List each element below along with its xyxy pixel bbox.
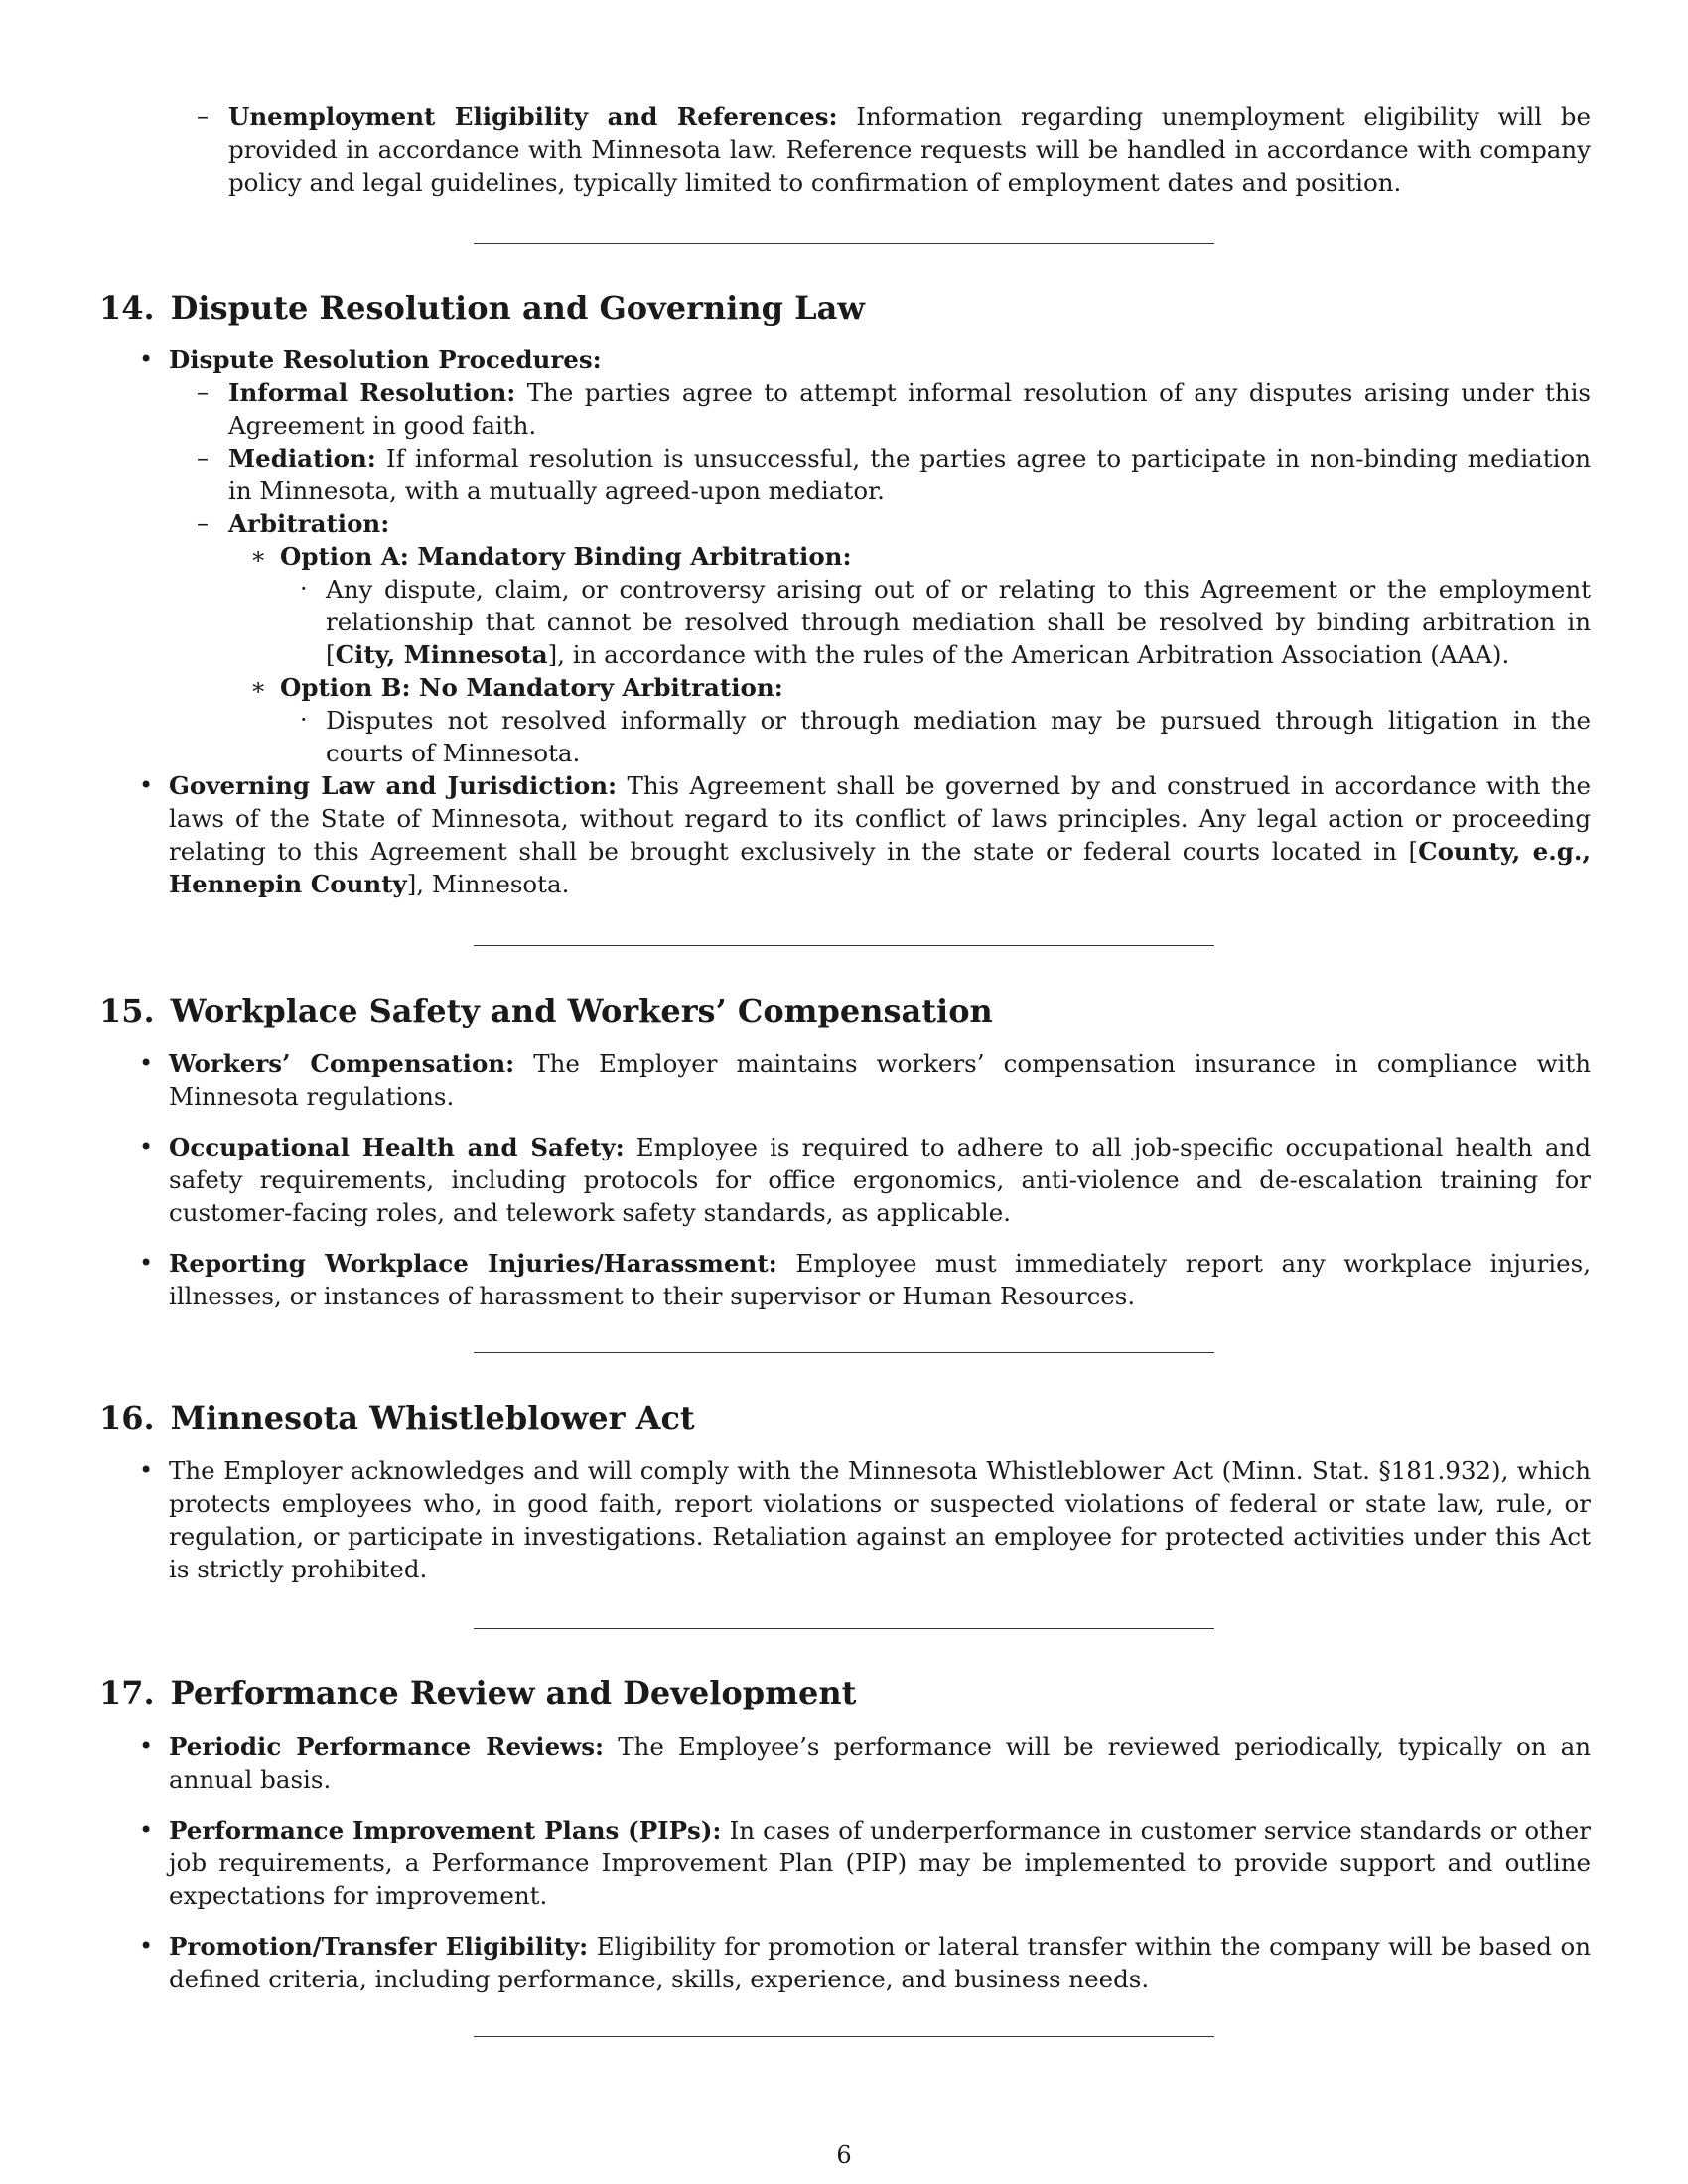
item-text: If informal resolution is unsuccessful, the parties agree to participate in non-binding mediation in Minnesota, with a mutually agreed-upon mediator. (228, 444, 1592, 505)
item-label: Performance Improvement Plans (PIPs): (169, 1816, 722, 1844)
dot-marker: · (300, 575, 308, 603)
section-divider (474, 1352, 1214, 1353)
bullet-marker: • (139, 1049, 154, 1077)
item-text: The parties agree to attempt informal resolution of any disputes arising under this Agreement in good faith. (228, 378, 1592, 440)
item-label: Mediation: (228, 444, 376, 473)
item-label: Workers’ Compensation: (169, 1049, 515, 1078)
section-divider (474, 1628, 1214, 1629)
promotion-transfer-item (169, 1930, 1591, 1995)
option-b-label: Option B: No Mandatory Arbitration: (280, 673, 783, 702)
reporting-injuries-item (169, 1247, 1591, 1312)
section-number: 17. (99, 1674, 155, 1711)
periodic-reviews-item (169, 1730, 1591, 1796)
item-text: In cases of underperformance in customer service standards or other job requirements, a Performance Improvement Plan (PIP) may be implemented to provide support and outline expectations for improvement. (169, 1816, 1591, 1910)
asterisk-marker: ∗ (250, 542, 267, 570)
dash-marker: – (197, 509, 209, 537)
pip-item (169, 1814, 1591, 1912)
informal-resolution-item (228, 376, 1591, 442)
bullet-marker: • (139, 1456, 154, 1484)
governing-law-item (169, 769, 1591, 900)
bullet-marker: • (139, 1732, 154, 1760)
arbitration-label: Arbitration: (228, 509, 390, 538)
section-heading-17 (99, 1673, 856, 1712)
item-text: Information regarding unemployment eligibility will be provided in accordance with Minnesota law. Reference requests will be handled in accordance with company policy and legal guidelines, typically limited to confirmation of employment dates and position. (228, 102, 1591, 197)
bullet-marker: • (139, 1932, 154, 1960)
section-title: Performance Review and Development (170, 1674, 857, 1711)
dash-marker: – (197, 102, 209, 130)
unemployment-item (228, 100, 1591, 199)
section-number: 14. (99, 289, 155, 327)
item-label: Governing Law and Jurisdiction: (169, 771, 618, 800)
section-number: 15. (99, 992, 155, 1029)
item-label: Periodic Performance Reviews: (169, 1732, 605, 1761)
item-text: Eligibility for promotion or lateral transfer within the company will be based on defined criteria, including performance, skills, experience, and business needs. (169, 1932, 1591, 1993)
placeholder-county: County, e.g., Hennepin County (169, 837, 1591, 898)
section-divider (474, 243, 1214, 244)
text-part: This Agreement shall be governed by and construed in accordance with the laws of the State of Minnesota, without regard to its conflict of laws principles. Any legal action or proceeding relating to this Agreement shall be brought exclusively in the state or federal courts located in [ (169, 771, 1591, 866)
dash-marker: – (197, 378, 209, 406)
bullet-marker: • (139, 1816, 154, 1843)
placeholder-city: City, Minnesota (335, 640, 548, 669)
section-heading-14 (99, 288, 865, 328)
item-text: The Employee’s performance will be reviewed periodically, typically on an annual basis. (169, 1732, 1592, 1794)
item-label: Occupational Health and Safety: (169, 1133, 625, 1161)
text-part: ], Minnesota. (406, 870, 570, 898)
asterisk-marker: ∗ (250, 673, 267, 701)
section-heading-16 (99, 1398, 695, 1437)
section-title: Dispute Resolution and Governing Law (170, 289, 865, 327)
workers-comp-item (169, 1047, 1591, 1113)
bullet-marker: • (139, 1133, 154, 1160)
item-label: Unemployment Eligibility and References: (228, 102, 838, 131)
dot-marker: · (300, 706, 308, 734)
text-part: ], in accordance with the rules of the American Arbitration Association (AAA). (547, 640, 1510, 669)
dispute-procedures-label: Dispute Resolution Procedures: (169, 345, 602, 374)
occupational-health-item (169, 1131, 1591, 1229)
text-part: Any dispute, claim, or controversy arising out of or relating to this Agreement or the employment relationship that cannot be resolved through mediation shall be resolved by binding arbitration in [ (326, 575, 1591, 669)
page-number: 6 (836, 2141, 852, 2169)
whistleblower-item: The Employer acknowledges and will comply with the Minnesota Whistleblower Act (Minn. Stat. §181.932), which protects employees who, in good faith, report violations or suspected violations of federal or state law, rule, or regulation, or participate in investigations. Retaliation against an employee for protected activities under this Act is strictly prohibited. (169, 1456, 1591, 1583)
section-heading-15 (99, 991, 993, 1030)
section-number: 16. (99, 1399, 155, 1436)
section-divider (474, 945, 1214, 946)
dash-marker: – (197, 444, 209, 472)
bullet-marker: • (139, 1249, 154, 1277)
option-a-text (326, 573, 1591, 671)
section-divider (474, 2036, 1214, 2037)
section-title: Workplace Safety and Workers’ Compensation (170, 992, 993, 1029)
bullet-marker: • (139, 771, 154, 799)
item-text: The Employer maintains workers’ compensation insurance in compliance with Minnesota regulations. (169, 1049, 1591, 1111)
item-text: Employee must immediately report any workplace injuries, illnesses, or instances of harassment to their supervisor or Human Resources. (169, 1249, 1591, 1310)
bullet-marker: • (139, 345, 154, 373)
mediation-item (228, 442, 1591, 507)
item-label: Reporting Workplace Injuries/Harassment: (169, 1249, 777, 1278)
section-title: Minnesota Whistleblower Act (170, 1399, 695, 1436)
item-text: Employee is required to adhere to all job-specific occupational health and safety requirements, including protocols for office ergonomics, anti-violence and de-escalation training for customer-facing roles, and telework safety standards, as applicable. (169, 1133, 1592, 1227)
option-a-label: Option A: Mandatory Binding Arbitration: (280, 542, 852, 571)
item-label: Informal Resolution: (228, 378, 516, 407)
item-label: Promotion/Transfer Eligibility: (169, 1932, 589, 1961)
option-b-text: Disputes not resolved informally or through mediation may be pursued through litigation in the courts of Minnesota. (326, 706, 1591, 767)
